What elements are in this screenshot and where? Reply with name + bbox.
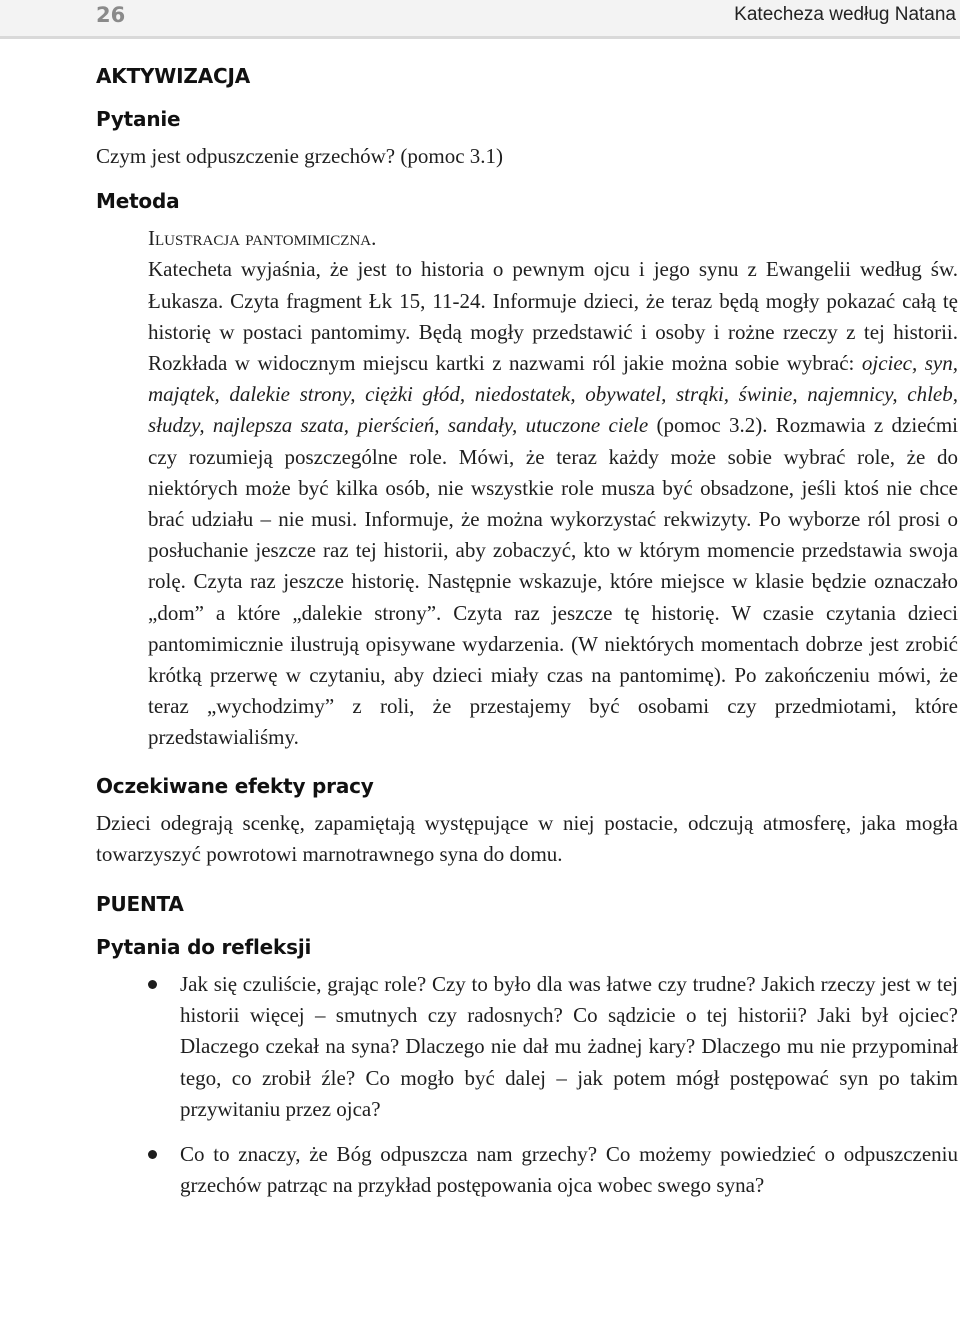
pytanie-text: Czym jest odpuszczenie grzechów? (pomoc 3.1)	[96, 144, 504, 168]
heading-efekty: Oczekiwane efekty pracy	[96, 773, 374, 798]
heading-metoda: Metoda	[96, 189, 180, 214]
reflection-item-2: Co to znaczy, że Bóg odpuszcza nam grzechy? Co możemy powiedzieć o odpuszczeniu grzechów patrząc na przykład postępowania ojca wobec swego syna?	[180, 1142, 958, 1198]
metoda-paragraph	[148, 254, 958, 753]
efekty-text: Dzieci odegrają scenkę, zapamiętają występujące w niej postacie, odczują atmosferę, jaka mogła towarzyszyć powrotowi marnotrawnego syna do domu.	[96, 810, 958, 866]
running-title: Katecheza według Natana	[734, 4, 956, 25]
list-item	[96, 969, 958, 1125]
page-header	[0, 0, 960, 39]
roles-list: ojciec, syn, majątek, dalekie strony, ciężki głód, niedostatek, obywatel, strąki, świnie, najemnicy, chleb, słudzy, najlepsza szata, pierścień, sandały, utuczone ciele	[148, 351, 958, 438]
reflection-item-1: Jak się czuliście, grając role? Czy to było dla was łatwe czy trudne? Jakich rzeczy jest w tej historii więcej – smutnych czy radosnych? Co sądzicie o tej historii? Jaki był ojciec? Dlaczego czekał na syna? Dlaczego nie dał mu żadnej kary? Dlaczego mu nie przypominał tego, co zrobił źle? Co mogło być dalej – jak potem mógł postępować syn po takim przywitaniu przez ojca?	[180, 972, 958, 1121]
bullet-icon	[148, 1150, 157, 1159]
reflection-list	[96, 969, 958, 1201]
metoda-body	[148, 223, 958, 753]
metoda-part1: Katecheta wyjaśnia, że jest to historia o pewnym ojcu i jego synu z Ewangelii według św. Łukasza. Czyta fragment Łk 15, 11-24. Informuje dzieci, że teraz będą mogły pokazać całą tę historię w postaci pantomimy. Będą mogły przedstawić i osoby i rożne rzeczy z tej historii. Rozkłada w widocznym miejscu kartki z nazwami ról jakie można sobie wybrać:	[148, 257, 958, 376]
heading-pytanie: Pytanie	[96, 107, 181, 131]
heading-puenta: PUENTA	[96, 892, 184, 917]
page-number: 26	[96, 3, 126, 27]
list-item	[96, 1139, 958, 1201]
bullet-icon	[148, 980, 157, 989]
heading-aktywizacja: AKTYWIZACJA	[96, 64, 250, 88]
metoda-part2: (pomoc 3.2). Rozmawia z dziećmi czy rozumieją poszczególne role. Mówi, że teraz każdy może sobie wybrać role, że do niektórych może być kilka osób, nie wszystkie role musza być obsadzone, jeśli ktoś nie chce brać udziału – nie musi. Informuje, że można wykorzystać rekwizyty. Po wyborze ról prosi o posłuchanie jeszcze raz tej historii, aby zobaczyć, kto w którym momencie przedstawia swoja rolę. Czyta raz jeszcze historię. Następnie wskazuje, które miejsce w klasie będzie oznaczało „dom” a które „dalekie strony”. Czyta raz jeszcze tę historię. W czasie czytania dzieci pantomimicznie ilustrują opisywane wydarzenia. (W niektórych momentach dobrze jest zrobić krótką przerwę w czytaniu, aby dzieci miały czas na pantomimę). Po zakończeniu mówi, że teraz „wychodzimy” z roli, że przestajemy być osobami czy przedmiotami, które przedstawialiśmy.	[148, 413, 959, 750]
heading-refleksja: Pytania do refleksji	[96, 935, 312, 960]
method-name-text: Ilustracja pantomimiczna.	[148, 226, 377, 251]
page-content	[96, 58, 958, 1201]
method-name	[148, 223, 958, 254]
